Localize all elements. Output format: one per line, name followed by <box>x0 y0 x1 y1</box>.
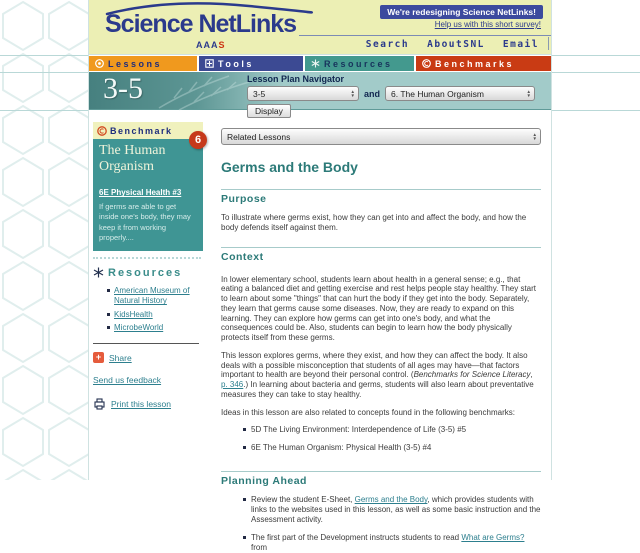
select-stepper-icon: ▲ ▼ <box>532 131 537 141</box>
print-lesson-link[interactable]: Print this lesson <box>111 399 171 410</box>
nav-about-link[interactable]: AboutSNL <box>427 39 485 50</box>
list-item <box>107 310 213 320</box>
context-p2-text: This lesson explores germs, where they exist, and how they can affect the body. It also deals with a possible misconception that students of all ages may have—that factors important to health are beyond their personal control. ( <box>221 350 528 380</box>
aaas-text: AAA <box>196 40 219 50</box>
list-item <box>107 286 213 307</box>
bullet-icon <box>243 536 246 539</box>
dotted-divider <box>93 257 201 259</box>
nav-divider-tick <box>548 37 549 50</box>
list-item <box>107 323 213 333</box>
print-icon <box>93 398 106 410</box>
benchmarks-icon <box>422 59 431 68</box>
benchmark-card <box>93 122 203 251</box>
bullet-icon <box>243 446 246 449</box>
context-p2-text: .) In learning about bacteria and germs, students will also learn about preventative measures they can take to stay healthy. <box>221 380 534 399</box>
share-link[interactable]: Share <box>109 352 132 363</box>
tab-label: Benchmarks <box>435 58 515 69</box>
grade-select[interactable] <box>247 86 359 101</box>
header-divider <box>299 35 551 36</box>
bullet-icon <box>107 313 110 316</box>
planning-b2-text: from <box>251 543 267 553</box>
tab-resources[interactable] <box>305 56 414 71</box>
benchmark-icon <box>97 126 107 136</box>
tab-tools[interactable] <box>199 56 303 71</box>
lesson-content <box>213 110 551 553</box>
purpose-heading: Purpose <box>221 193 267 205</box>
tab-label: Tools <box>218 58 254 69</box>
section-divider <box>221 247 541 248</box>
section-divider <box>221 471 541 472</box>
benchmark-select-value: 6. The Human Organism <box>391 88 484 99</box>
planning-ahead-heading: Planning Ahead <box>221 475 307 488</box>
site-header <box>89 0 551 55</box>
benchmark-bullet-text: 5D The Living Environment: Interdependence of Life (3-5) #5 <box>251 425 467 435</box>
benchmark-select[interactable] <box>385 86 535 101</box>
list-item <box>243 425 541 435</box>
tab-benchmarks[interactable] <box>416 56 551 71</box>
benchmark-card-title: Benchmark <box>110 125 173 136</box>
page-title: Germs and the Body <box>221 159 358 175</box>
context-paragraph-2 <box>221 351 541 400</box>
resources-header-label: Resources <box>108 266 183 279</box>
benchmark-title: The Human Organism <box>99 143 166 174</box>
benchmarks-book-title: Benchmarks for Science Literacy <box>413 370 531 380</box>
context-p2-text: , <box>530 370 533 380</box>
benchmark-bullet-text: 6E The Human Organism: Physical Health (3-5) #4 <box>251 443 432 453</box>
bullet-icon <box>243 498 246 501</box>
benchmark-card-body <box>93 139 203 251</box>
benchmark-code-link[interactable]: 6E Physical Health #3 <box>99 188 182 198</box>
list-item <box>243 495 541 525</box>
sidebar <box>89 110 213 480</box>
grade-band-label: 3-5 <box>103 72 143 105</box>
select-stepper-icon: ▲ ▼ <box>526 88 532 98</box>
share-icon[interactable]: + <box>93 352 104 363</box>
lesson-navigator-banner <box>89 72 551 116</box>
planning-b1-text: Review the student E-Sheet, <box>251 495 355 505</box>
resources-icon <box>311 59 320 68</box>
related-lessons-value: Related Lessons <box>227 131 291 142</box>
display-button[interactable]: Display <box>247 104 291 118</box>
tab-label: Lessons <box>108 58 163 69</box>
tools-icon <box>205 59 214 68</box>
related-lessons-select[interactable] <box>221 128 541 145</box>
planning-bullet-text <box>251 533 541 553</box>
purpose-text: To illustrate where germs exist, how they can get into and affect the body, and how the body defends itself against them. <box>221 213 527 232</box>
resource-link-microbeworld[interactable]: MicrobeWorld <box>114 323 164 333</box>
feedback-link[interactable]: Send us feedback <box>93 375 162 386</box>
planning-bullet-text <box>251 495 541 525</box>
resource-link-kidshealth[interactable]: KidsHealth <box>114 309 153 319</box>
context-heading: Context <box>221 250 264 263</box>
planning-b1-text: , which provides students with links to the websites used in this lesson, as well as some basic instruction and the Assessment activity. <box>251 495 541 525</box>
nav-search-link[interactable]: Search <box>365 39 410 50</box>
page-container <box>88 0 552 553</box>
benchmark-card-header <box>93 122 203 139</box>
tab-lessons[interactable] <box>89 56 197 71</box>
redesign-announcement-badge: We're redesigning Science NetLinks! <box>380 5 543 19</box>
context-paragraph-3: Ideas in this lesson are also related to concepts found in the following benchmarks: <box>221 407 515 417</box>
aaas-text-accent: S <box>218 40 226 50</box>
benchmark-bullet-list <box>221 425 541 453</box>
lessons-icon <box>95 59 104 68</box>
planning-bullet-list <box>221 495 541 553</box>
select-stepper-icon: ▲ ▼ <box>350 88 355 98</box>
grade-select-value: 3-5 <box>253 88 266 99</box>
section-divider <box>221 189 541 190</box>
tab-label: Resources <box>324 58 393 69</box>
page-346-link[interactable]: p. 346 <box>221 380 244 389</box>
germs-esheet-link[interactable]: Germs and the Body <box>354 495 428 505</box>
nav-email-link[interactable]: Email <box>502 39 539 50</box>
what-are-germs-link[interactable]: What are Germs? <box>461 533 525 543</box>
navigator-title: Lesson Plan Navigator <box>247 74 345 84</box>
benchmark-excerpt: If germs are able to get inside one's body, they may keep it from working properly.... <box>99 202 191 242</box>
bullet-icon <box>107 289 110 292</box>
survey-link[interactable]: Help us with this short survey! <box>434 20 541 29</box>
resources-list <box>93 286 213 334</box>
benchmark-number-badge: 6 <box>189 131 207 149</box>
list-item <box>243 533 541 553</box>
bullet-icon <box>107 326 110 329</box>
site-logo[interactable]: Science NetLinks <box>105 10 297 38</box>
resource-link-amnh[interactable]: American Museum of Natural History <box>114 285 190 306</box>
lesson-plan-navigator <box>247 74 535 119</box>
aaas-logo <box>196 40 226 50</box>
navigator-conjunction: and <box>364 88 381 99</box>
planning-b2-text: The first part of the Development instructs students to read <box>251 533 462 543</box>
primary-tab-bar <box>89 55 551 72</box>
bullet-icon <box>243 428 246 431</box>
context-paragraph-1: In lower elementary school, students learn about health in a general sense; e.g., that eating a balanced diet and getting exercise and rest helps people stay healthy. They start to learn about some "things" that can hurt the body if they get into the body. Separately, they learn that germs cause some diseases. Now, they are ready to expand on this learning. They can explore how germs can get into one's body, and what the consequences could be. Also, students can begin to learn how the body physically protects itself from these germs. <box>221 274 537 342</box>
resources-asterisk-icon <box>93 267 104 278</box>
list-item <box>243 443 541 453</box>
top-nav <box>366 39 539 50</box>
resources-header <box>93 267 213 279</box>
sidebar-divider <box>93 343 199 344</box>
